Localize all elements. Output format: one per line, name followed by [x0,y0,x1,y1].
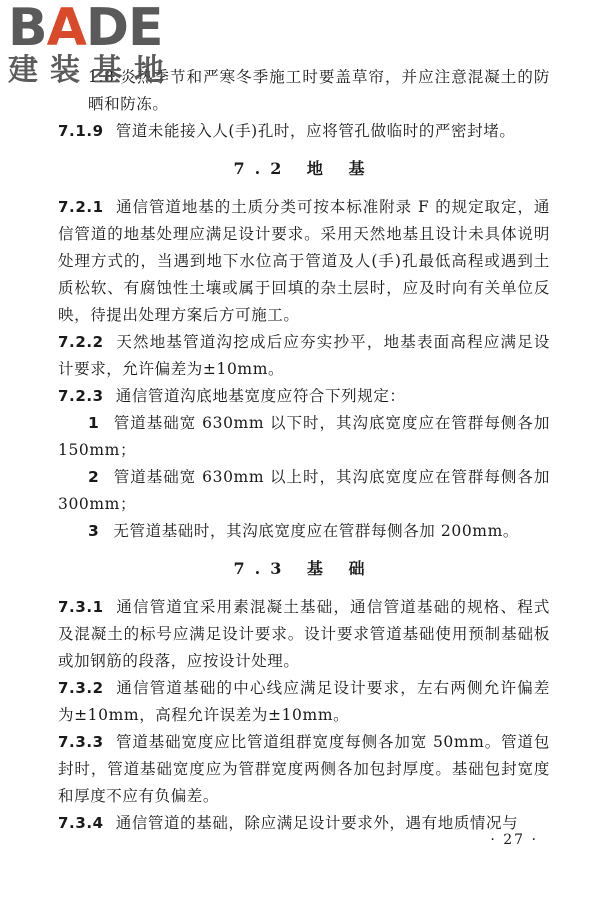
logo-letter-a: A [46,0,86,58]
clause-number: 7.3.4 [58,814,104,832]
logo-wordmark [8,0,183,58]
paragraph-7-2-3 [58,383,550,410]
paragraph-text: 管道未能接入人(手)孔时，应将管孔做临时的严密封堵。 [115,122,516,140]
list-item-number: 2 [88,468,100,486]
logo-letters-b: B [8,0,47,58]
list-item-number: 3 [88,522,100,540]
paragraph-7-3-3 [58,729,550,810]
paragraph-text: 管道基础宽度应比管道组群宽度每侧各加宽 50mm。管道包封时，管道基础宽度应为管群宽度两侧各加包封厚度。基础包封宽度和厚度不应有负偏差。 [58,733,550,805]
watermark-logo [8,2,183,94]
paragraph-7-3-2 [58,675,550,729]
paragraph-7-3-4 [58,810,550,837]
paragraph-text: 通信管道的基础，除应满足设计要求外，遇有地质情况与 [115,814,519,832]
paragraph-7-1-9 [58,118,550,145]
clause-number: 7.3.1 [58,598,104,616]
list-item [58,518,550,545]
paragraph-text: 1.8 炎热季节和严寒冬季施工时要盖草帘，并应注意混凝土的防晒和防冻。 [88,68,550,113]
clause-number: 7.2.1 [58,198,104,216]
clause-number: 7.1.9 [58,122,104,140]
paragraph-text: 天然地基管道沟挖成后应夯实抄平，地基表面高程应满足设计要求，允许偏差为±10mm。 [58,333,550,378]
list-item [58,464,550,518]
paragraph-text: 通信管道沟底地基宽度应符合下列规定： [115,387,406,405]
clause-number: 7.3.3 [58,733,104,751]
paragraph-7-2-2 [58,329,550,383]
section-heading-7-3: 7.3 基 础 [233,559,375,578]
list-item-text: 管道基础宽 630mm 以上时，其沟底宽度应在管群每侧各加 300mm； [58,468,550,513]
paragraph-7-3-1 [58,594,550,675]
paragraph-text: 通信管道宜采用素混凝土基础，通信管道基础的规格、程式及混凝土的标号应满足设计要求。设计要求管道基础使用预制基础板或加钢筋的段落，应按设计处理。 [58,598,550,670]
document-page [58,64,550,837]
page-number: · 27 · [490,832,538,848]
list-item-number: 1 [88,414,100,432]
clause-number: 7.2.2 [58,333,104,351]
logo-letters-de: DE [85,0,163,58]
clause-number: 7.2.3 [58,387,104,405]
list-item-text: 管道基础宽 630mm 以下时，其沟底宽度应在管群每侧各加 150mm； [58,414,550,459]
logo-subtitle: 建装基地 [8,53,176,88]
paragraph-text: 通信管道地基的土质分类可按本标准附录 F 的规定取定，通信管道的地基处理应满足设计要求。采用天然地基且设计未具体说明处理方式的，当遇到地下水位高于管道及人(手)孔最低高程或遇到土质松软、有腐蚀性土壤或属于回填的杂土层时，应及时向有关单位反映，待提出处理方案后方可施工。 [58,198,550,324]
paragraph-7-2-1 [58,194,550,329]
list-item [58,410,550,464]
section-heading-7-2: 7.2 地 基 [233,159,375,178]
list-item-text: 无管道基础时，其沟底宽度应在管群每侧各加 200mm。 [113,522,519,540]
clause-number: 7.3.2 [58,679,104,697]
paragraph-text: 通信管道基础的中心线应满足设计要求，左右两侧允许偏差为±10mm，高程允许误差为±10mm。 [58,679,550,724]
